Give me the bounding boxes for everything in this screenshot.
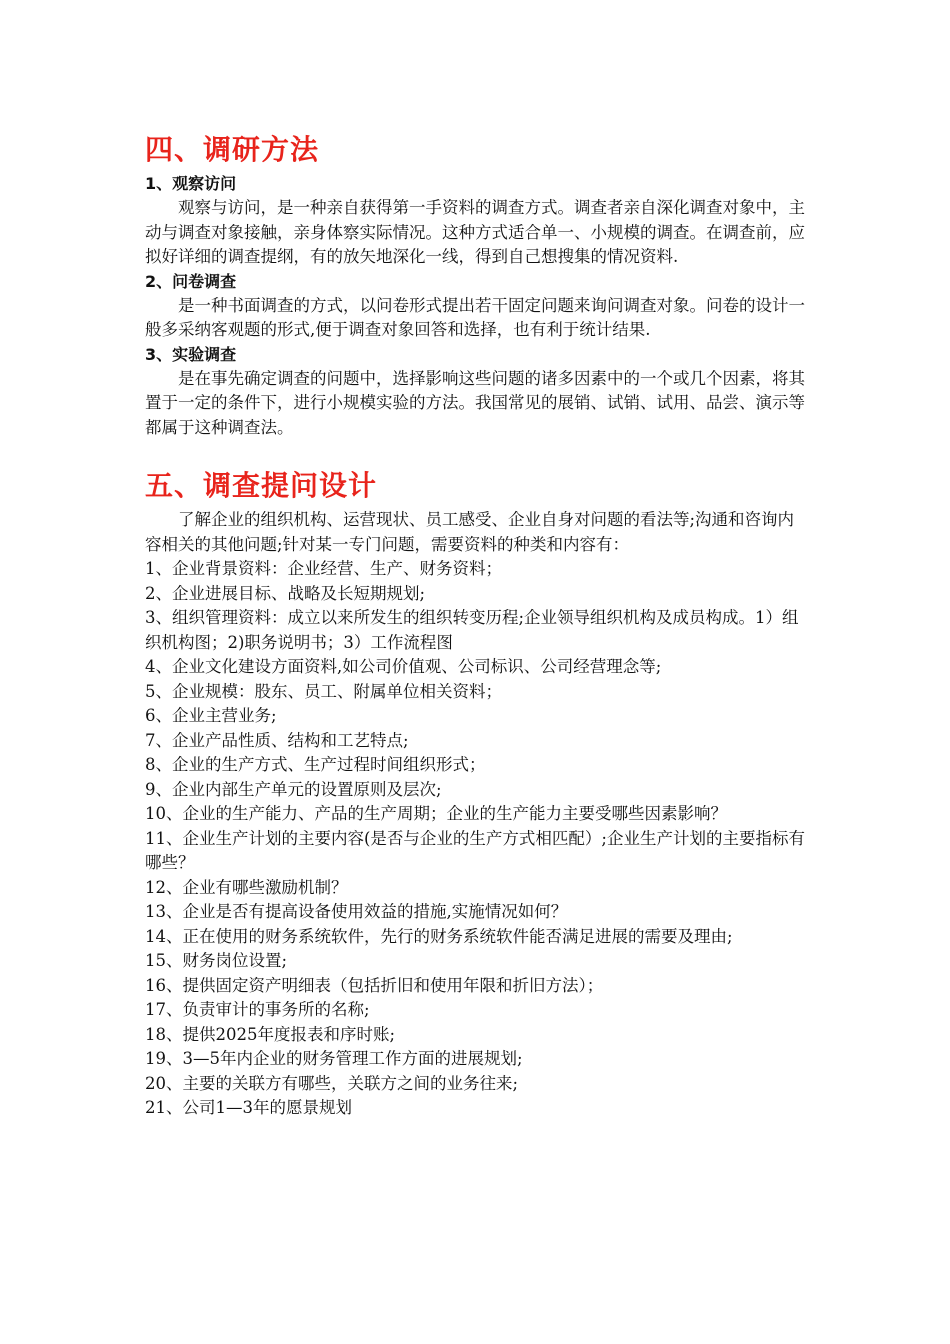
list-item: 8、企业的生产方式、生产过程时间组织形式； xyxy=(145,755,486,774)
list-item: 2、企业进展目标、战略及长短期规划; xyxy=(145,583,426,603)
list-item: 3、组织管理资料：成立以来所发生的组织转变历程;企业领导组织机构及成员构成。1）组织机构图；2)职务说明书；3）工作流程图 xyxy=(145,608,799,652)
subsection-observation xyxy=(145,172,810,270)
document-content xyxy=(145,128,810,1121)
list-item: 15、财务岗位设置; xyxy=(145,951,288,970)
list-item: 20、主要的关联方有哪些，关联方之间的业务往来; xyxy=(145,1073,519,1093)
subsection-heading: 3、实验调查 xyxy=(145,344,237,364)
list-item: 21、公司1—3年的愿景规划 xyxy=(145,1098,352,1117)
list-item: 17、负责审计的事务所的名称; xyxy=(145,1000,370,1019)
question-list xyxy=(145,557,810,1121)
section-5-intro: 了解企业的组织机构、运营现状、员工感受、企业自身对问题的看法等;沟通和咨询内容相关的其他问题;针对某一专门问题，需要资料的种类和内容有： xyxy=(145,510,795,554)
list-item: 18、提供2025年度报表和序时账; xyxy=(145,1024,396,1044)
section-4-title: 四、调研方法 xyxy=(145,133,320,166)
list-item: 1、企业背景资料：企业经营、生产、财务资料； xyxy=(145,559,502,578)
subsection-paragraph: 观察与访问，是一种亲自获得第一手资料的调查方式。调查者亲自深化调查对象中，主动与调查对象接触，亲身体察实际情况。这种方式适合单一、小规模的调查。在调查前，应拟好详细的调查提纲，有的放矢地深化一线，得到自己想搜集的情况资料. xyxy=(145,198,805,266)
section-5-title: 五、调查提问设计 xyxy=(145,469,378,502)
list-item: 4、企业文化建设方面资料,如公司价值观、公司标识、公司经营理念等; xyxy=(145,657,662,676)
list-item: 16、提供固定资产明细表（包括折旧和使用年限和折旧方法）； xyxy=(145,975,604,995)
subsection-heading: 2、问卷调查 xyxy=(145,271,237,291)
list-item: 6、企业主营业务; xyxy=(145,706,277,725)
list-item: 5、企业规模：股东、员工、附属单位相关资料； xyxy=(145,681,502,701)
list-item: 14、正在使用的财务系统软件，先行的财务系统软件能否满足进展的需要及理由; xyxy=(145,926,733,946)
list-item: 7、企业产品性质、结构和工艺特点; xyxy=(145,730,409,750)
list-item: 9、企业内部生产单元的设置原则及层次; xyxy=(145,779,442,799)
subsection-questionnaire xyxy=(145,270,810,343)
subsection-heading: 1、观察访问 xyxy=(145,174,237,193)
list-item: 10、企业的生产能力、产品的生产周期；企业的生产能力主要受哪些因素影响？ xyxy=(145,804,727,823)
subsection-paragraph: 是一种书面调查的方式，以问卷形式提出若干固定问题来询问调查对象。问卷的设计一般多采纳客观题的形式,便于调查对象回答和选择，也有利于统计结果. xyxy=(145,295,805,339)
list-item: 13、企业是否有提高设备使用效益的措施,实施情况如何？ xyxy=(145,902,568,921)
subsection-paragraph: 是在事先确定调查的问题中，选择影响这些问题的诸多因素中的一个或几个因素，将其置于一定的条件下，进行小规模实验的方法。我国常见的展销、试销、试用、品尝、演示等都属于这种调查法。 xyxy=(145,368,805,437)
subsection-experiment xyxy=(145,343,810,441)
list-item: 11、企业生产计划的主要内容(是否与企业的生产方式相匹配）;企业生产计划的主要指标有哪些？ xyxy=(145,828,805,872)
list-item: 19、3—5年内企业的财务管理工作方面的进展规划; xyxy=(145,1049,523,1068)
list-item: 12、企业有哪些激励机制？ xyxy=(145,877,348,897)
